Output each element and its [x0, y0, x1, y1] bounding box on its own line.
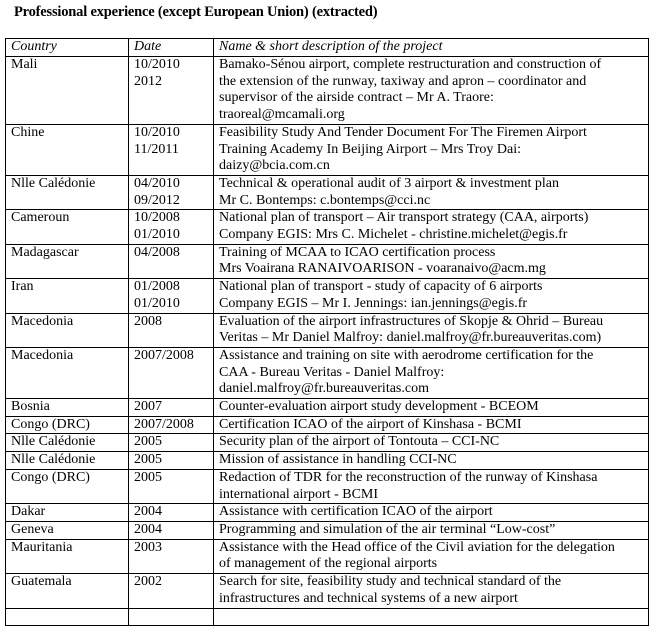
header-country: Country [6, 39, 129, 57]
date-line: 2004 [134, 521, 162, 537]
description-line: the extension of the runway, taxiway and apron – coordinator and [219, 73, 587, 89]
description-line: daizy@bcia.com.cn [219, 158, 330, 174]
cell-date [129, 57, 214, 125]
description-line: Training Academy In Beijing Airport – Mrs Troy Dai: [219, 141, 522, 157]
description-line: Feasibility Study And Tender Document For The Firemen Airport [219, 124, 587, 140]
description-line: Redaction of TDR for the reconstruction of the runway of Kinshasa [219, 469, 598, 485]
cell-description [214, 521, 649, 539]
cell-description [214, 210, 649, 244]
description-line: international airport - BCMI [219, 486, 379, 502]
table-row [6, 452, 649, 470]
description-line: Counter-evaluation airport study development - BCEOM [219, 399, 539, 415]
table-row [6, 504, 649, 522]
date-line: 2007/2008 [134, 416, 194, 432]
cell-country: Nlle Calédonie [6, 434, 129, 452]
cell-date [129, 539, 214, 573]
description-line: CAA - Bureau Veritas - Daniel Malfroy: [219, 364, 445, 380]
cell-description [214, 608, 649, 625]
date-line: 10/2010 [134, 57, 180, 72]
cell-country: Macedonia [6, 313, 129, 347]
table-row [6, 244, 649, 278]
cell-date [129, 574, 214, 608]
cell-date [129, 434, 214, 452]
date-line: 10/2008 [134, 210, 180, 226]
cell-country: Dakar [6, 504, 129, 522]
table-row [6, 175, 649, 209]
cell-country: Madagascar [6, 244, 129, 278]
description-line: traoreal@mcamali.org [219, 107, 345, 123]
date-line: 2005 [134, 469, 162, 485]
cell-description [214, 57, 649, 125]
description-line: National plan of transport – Air transport strategy (CAA, airports) [219, 210, 589, 226]
table-row [6, 124, 649, 175]
cell-date [129, 279, 214, 313]
description-line: Company EGIS – Mr I. Jennings: ian.jennings@egis.fr [219, 295, 528, 311]
cell-country [6, 608, 129, 625]
description-line: supervisor of the airside contract – Mr A. Traore: [219, 90, 494, 106]
document-title: Professional experience (except European Union) (extracted) [14, 4, 378, 20]
cell-country: Chine [6, 124, 129, 175]
cell-date [129, 399, 214, 417]
cell-country: Mali [6, 57, 129, 125]
cell-description [214, 124, 649, 175]
description-line: Security plan of the airport of Tontouta – CCI-NC [219, 434, 500, 450]
table-row [6, 608, 649, 625]
table-row [6, 434, 649, 452]
cell-country: Geneva [6, 521, 129, 539]
cell-description [214, 347, 649, 398]
table-row [6, 399, 649, 417]
date-line: 2005 [134, 434, 162, 450]
table-row [6, 521, 649, 539]
cell-country: Nlle Calédonie [6, 175, 129, 209]
description-line: Assistance with the Head office of the Civil aviation for the delegation [219, 539, 615, 555]
date-line: 2002 [134, 574, 162, 590]
date-line: 2007 [134, 399, 162, 415]
date-line: 2012 [134, 73, 162, 89]
date-line: 04/2010 [134, 175, 180, 191]
cell-country: Macedonia [6, 347, 129, 398]
date-line: 2007/2008 [134, 347, 194, 363]
cell-description [214, 279, 649, 313]
cell-date [129, 313, 214, 347]
description-line: Bamako-Sénou airport, complete restructuration and construction of [219, 57, 602, 72]
table-row [6, 57, 649, 125]
cell-date [129, 452, 214, 470]
date-line: 2003 [134, 539, 162, 555]
date-line: 09/2012 [134, 192, 180, 208]
cell-date [129, 608, 214, 625]
table-row [6, 210, 649, 244]
table-row [6, 279, 649, 313]
description-line: Certification ICAO of the airport of Kinshasa - BCMI [219, 416, 522, 432]
cell-date [129, 124, 214, 175]
cell-description [214, 399, 649, 417]
header-date: Date [129, 39, 214, 57]
cell-description [214, 313, 649, 347]
description-line: of management of the regional airports [219, 556, 438, 572]
date-line: 2004 [134, 504, 162, 520]
date-line: 10/2010 [134, 124, 180, 140]
cell-date [129, 347, 214, 398]
cell-country: Congo (DRC) [6, 416, 129, 434]
date-line: 11/2011 [134, 141, 179, 157]
description-line: Veritas – Mr Daniel Malfroy: daniel.malfroy@fr.bureauveritas.com) [219, 330, 602, 346]
cell-date [129, 175, 214, 209]
cell-description [214, 469, 649, 503]
cell-description [214, 175, 649, 209]
description-line: Mrs Voairana RANAIVOARISON - voaranaivo@acm.mg [219, 261, 546, 277]
date-line: 2005 [134, 452, 162, 468]
table-header-row [6, 39, 649, 57]
description-line: Evaluation of the airport infrastructures of Skopje & Ohrid – Bureau [219, 313, 604, 329]
cell-description [214, 434, 649, 452]
cell-date [129, 469, 214, 503]
description-line: infrastructures and technical systems of a new airport [219, 590, 518, 606]
description-line: Assistance with certification ICAO of the airport [219, 504, 493, 520]
description-line: Training of MCAA to ICAO certification process [219, 244, 496, 260]
header-description: Name & short description of the project [214, 39, 649, 57]
cell-country: Mauritania [6, 539, 129, 573]
date-line: 01/2010 [134, 227, 180, 243]
date-line: 2008 [134, 313, 162, 329]
cell-description [214, 244, 649, 278]
cell-country: Nlle Calédonie [6, 452, 129, 470]
description-line: Search for site, feasibility study and technical standard of the [219, 574, 562, 590]
description-line: Company EGIS: Mrs C. Michelet - christine.michelet@egis.fr [219, 227, 568, 243]
cell-country: Bosnia [6, 399, 129, 417]
table-row [6, 347, 649, 398]
description-line: Programming and simulation of the air terminal “Low-cost” [219, 521, 556, 537]
date-line: 04/2008 [134, 244, 180, 260]
cell-description [214, 452, 649, 470]
cell-date [129, 244, 214, 278]
date-line: 01/2008 [134, 279, 180, 295]
table-row [6, 574, 649, 608]
cell-date [129, 210, 214, 244]
table-row [6, 416, 649, 434]
description-line: National plan of transport - study of capacity of 6 airports [219, 279, 543, 295]
cell-country: Congo (DRC) [6, 469, 129, 503]
cell-description [214, 504, 649, 522]
description-line: daniel.malfroy@fr.bureauveritas.com [219, 381, 429, 397]
cell-country: Guatemala [6, 574, 129, 608]
cell-date [129, 521, 214, 539]
experience-table [5, 38, 649, 626]
table-row [6, 539, 649, 573]
cell-country: Cameroun [6, 210, 129, 244]
description-line: Technical & operational audit of 3 airport & investment plan [219, 175, 559, 191]
cell-description [214, 539, 649, 573]
table-row [6, 313, 649, 347]
description-line: Mission of assistance in handling CCI-NC [219, 452, 457, 468]
date-line: 01/2010 [134, 295, 180, 311]
cell-description [214, 574, 649, 608]
cell-date [129, 416, 214, 434]
description-line: Assistance and training on site with aerodrome certification for the [219, 347, 594, 363]
cell-country: Iran [6, 279, 129, 313]
cell-description [214, 416, 649, 434]
cell-date [129, 504, 214, 522]
description-line: Mr C. Bontemps: c.bontemps@cci.nc [219, 192, 431, 208]
table-row [6, 469, 649, 503]
